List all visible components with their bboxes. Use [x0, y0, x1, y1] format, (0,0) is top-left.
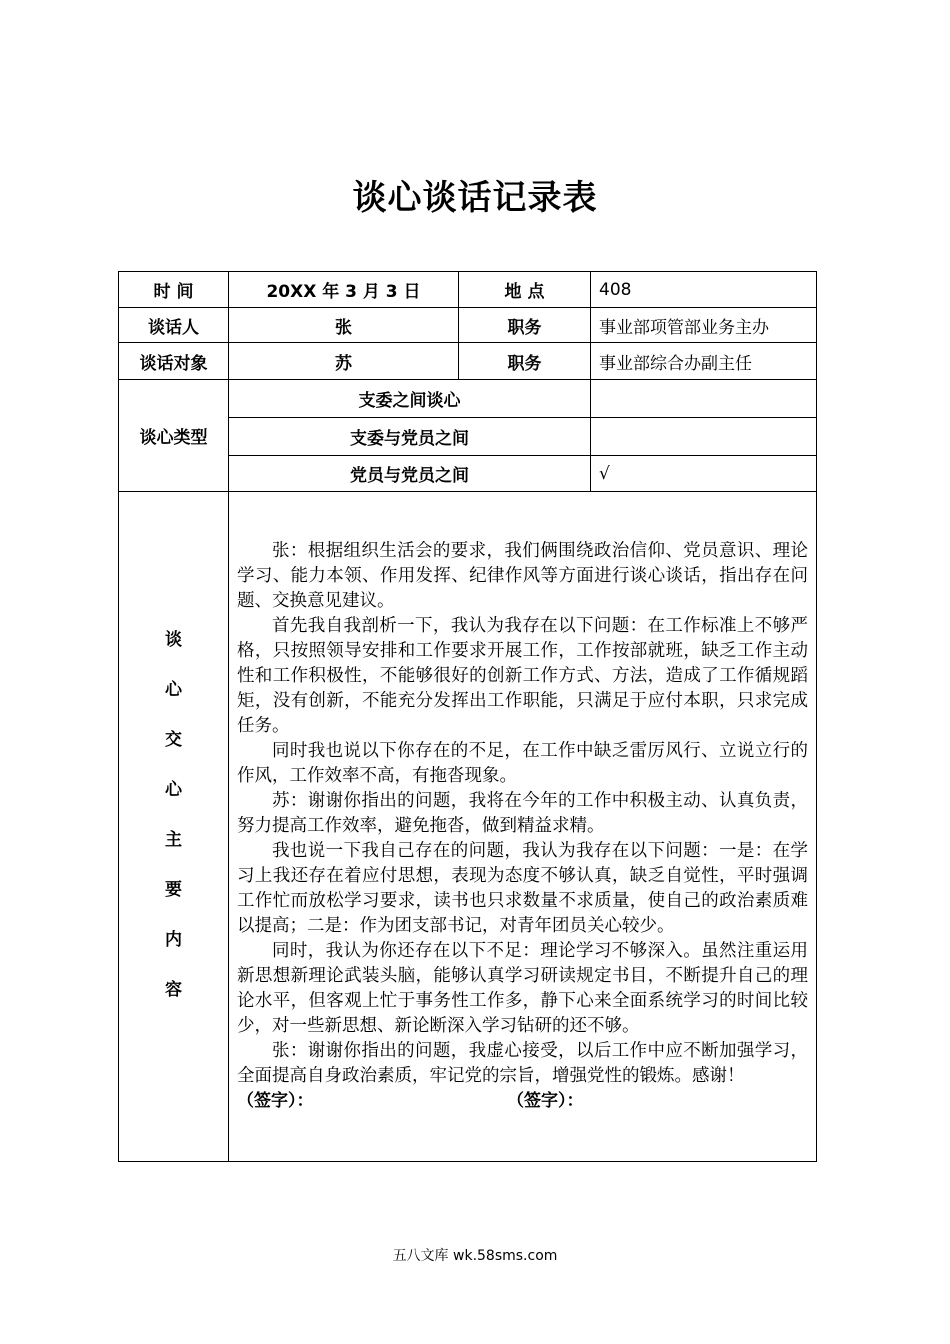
speaker-label: 谈话人 — [119, 308, 229, 343]
target-value: 苏 — [229, 343, 459, 380]
content-paragraph: 同时我也说以下你存在的不足，在工作中缺乏雷厉风行、立说立行的作风，工作效率不高，有拖沓现象。 — [237, 741, 808, 786]
content-label-char: 要 — [165, 879, 182, 900]
speaker-value: 张 — [229, 308, 459, 343]
talk-type-option-3: 党员与党员之间 — [229, 456, 591, 492]
speaker-position-label: 职务 — [459, 308, 591, 343]
content-body — [229, 492, 817, 1162]
signature-left: （签字）： — [237, 1091, 314, 1111]
signature-row — [237, 1089, 808, 1114]
talk-type-option-2: 支委与党员之间 — [229, 418, 591, 456]
content-paragraph: 我也说一下我自己存在的问题，我认为我存在以下问题：一是：在学习上我还存在着应付思想，表现为态度不够认真，缺乏自觉性，平时强调工作忙而放松学习要求，读书也只求数量不求质量，使自己的政治素质难以提高；二是：作为团支部书记，对青年团员关心较少。 — [237, 841, 808, 936]
footer-watermark: 五八文库 wk.58sms.com — [392, 1248, 558, 1264]
talk-type-option-1: 支委之间谈心 — [229, 380, 591, 418]
target-label: 谈话对象 — [119, 343, 229, 380]
row-content — [119, 492, 817, 1162]
content-label — [119, 492, 229, 1162]
content-label-char: 谈 — [165, 629, 182, 650]
talk-type-mark-2 — [591, 418, 817, 456]
page-title: 谈心谈话记录表 — [352, 178, 598, 218]
row-type-1 — [119, 380, 817, 418]
content-label-char: 交 — [165, 729, 182, 750]
talk-type-mark-1 — [591, 380, 817, 418]
talk-type-label: 谈心类型 — [119, 380, 229, 492]
content-paragraph: 首先我自我剖析一下，我认为我存在以下问题：在工作标准上不够严格，只按照领导安排和工作要求开展工作，工作按部就班，缺乏工作主动性和工作积极性，不能够很好的创新工作方式、方法，造成了工作循规蹈矩，没有创新，不能充分发挥出工作职能，只满足于应付本职，只求完成任务。 — [237, 616, 808, 736]
signature-right: （签字）： — [507, 1091, 584, 1111]
time-value: 20XX 年 3 月 3 日 — [229, 272, 459, 308]
content-paragraph: 张：根据组织生活会的要求，我们俩围绕政治信仰、党员意识、理论学习、能力本领、作用发挥、纪律作风等方面进行谈心谈话，指出存在问题、交换意见建议。 — [237, 541, 808, 611]
speaker-position-value: 事业部项管部业务主办 — [591, 308, 817, 343]
place-label: 地 点 — [459, 272, 591, 308]
content-label-char: 心 — [165, 679, 182, 700]
content-paragraph: 同时，我认为你还存在以下不足：理论学习不够深入。虽然注重运用新思想新理论武装头脑，能够认真学习研读规定书目，不断提升自己的理论水平，但客观上忙于事务性工作多，静下心来全面系统学习的时间比较少，对一些新思想、新论断深入学习钻研的还不够。 — [237, 941, 808, 1036]
row-target — [119, 343, 817, 380]
content-label-char: 内 — [165, 929, 182, 950]
content-paragraph: 张：谢谢你指出的问题，我虚心接受，以后工作中应不断加强学习，全面提高自身政治素质，牢记党的宗旨，增强党性的锻炼。感谢！ — [237, 1041, 808, 1086]
place-value: 408 — [591, 272, 817, 308]
talk-type-mark-3: √ — [591, 456, 817, 492]
content-label-char: 心 — [165, 779, 182, 800]
target-position-value: 事业部综合办副主任 — [591, 343, 817, 380]
content-label-char: 主 — [165, 829, 182, 850]
row-speaker — [119, 308, 817, 343]
row-time — [119, 272, 817, 308]
content-paragraph: 苏：谢谢你指出的问题，我将在今年的工作中积极主动、认真负责，努力提高工作效率，避免拖沓，做到精益求精。 — [237, 791, 808, 836]
time-label: 时 间 — [119, 272, 229, 308]
record-table — [118, 271, 817, 1162]
content-label-char: 容 — [165, 979, 182, 1000]
target-position-label: 职务 — [459, 343, 591, 380]
